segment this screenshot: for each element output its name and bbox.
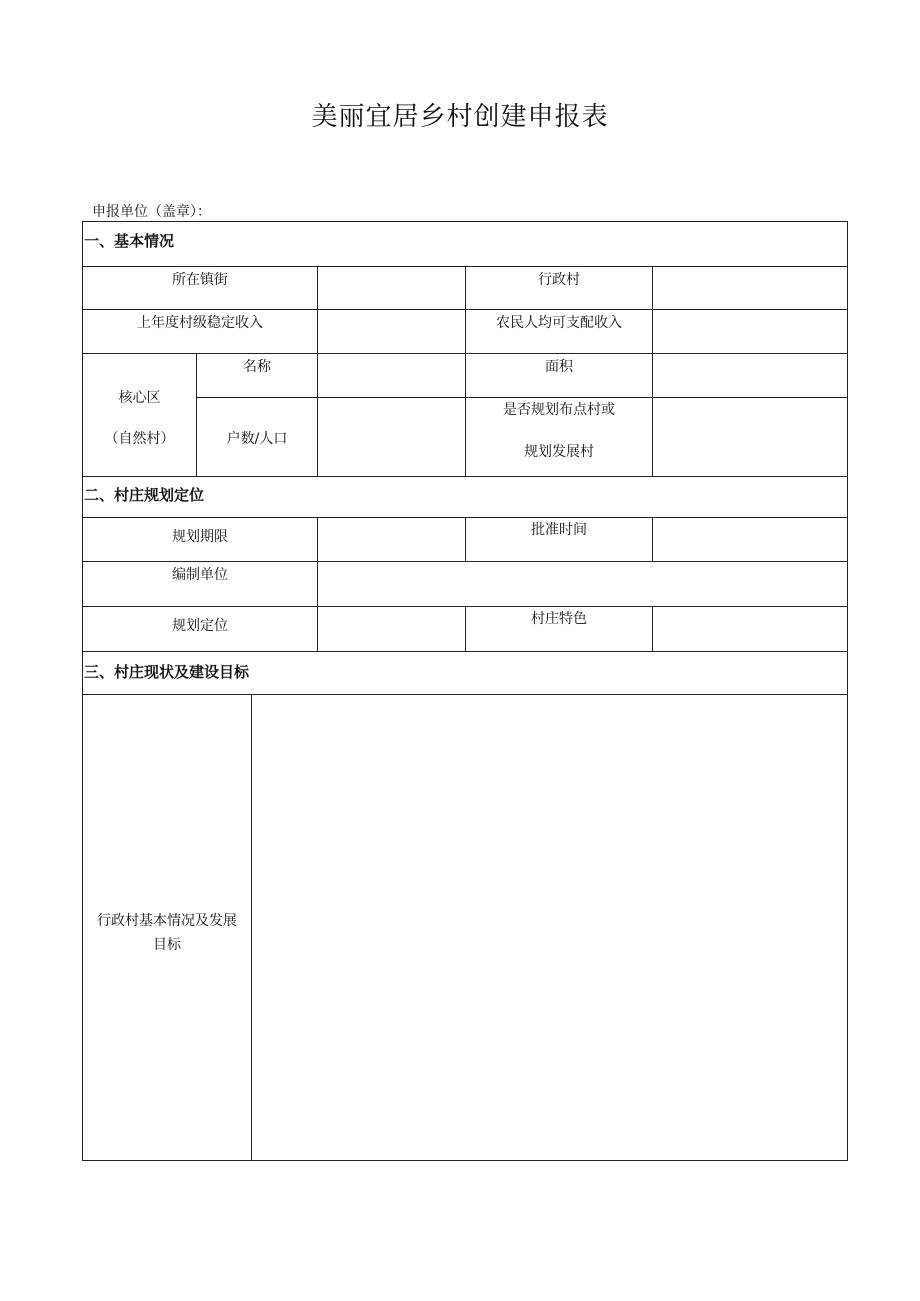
town-label: 所在镇街 (172, 272, 228, 288)
planned-village-sublabel: 规划发展村 (524, 444, 594, 460)
farmer-income-label: 农民人均可支配收入 (496, 315, 622, 331)
admin-village-value[interactable] (653, 267, 847, 309)
row-divider (82, 476, 848, 477)
table-border-right (847, 221, 848, 1161)
planned-village-value[interactable] (653, 398, 847, 476)
situation-value[interactable] (252, 695, 847, 1160)
planned-village-label: 是否规划布点村或 (503, 402, 615, 418)
table-border-bottom (82, 1160, 848, 1161)
feature-label: 村庄特色 (531, 611, 587, 627)
name-label: 名称 (243, 359, 271, 375)
admin-village-label: 行政村 (538, 272, 580, 288)
town-value[interactable] (318, 267, 465, 309)
period-label: 规划期限 (172, 529, 228, 545)
row-divider (82, 651, 848, 652)
area-label: 面积 (545, 359, 573, 375)
table-border-top (82, 221, 848, 222)
last-year-income-label: 上年度村级稳定收入 (137, 315, 263, 331)
name-value[interactable] (318, 354, 465, 397)
situation-label: 行政村基本情况及发展 (97, 913, 237, 929)
page-title: 美丽宜居乡村创建申报表 (311, 102, 609, 132)
period-value[interactable] (318, 518, 465, 561)
section-heading-basic: 一、基本情况 (84, 232, 175, 250)
approval-value[interactable] (653, 518, 847, 561)
core-area-label: 核心区 (118, 390, 161, 406)
compiler-value[interactable] (318, 562, 847, 606)
households-value[interactable] (318, 398, 465, 476)
area-value[interactable] (653, 354, 847, 397)
applicant-unit-label: 申报单位（盖章）： (92, 204, 211, 220)
positioning-value[interactable] (318, 607, 465, 651)
table-border-left (82, 221, 83, 1161)
feature-value[interactable] (653, 607, 847, 651)
situation-sublabel: 目标 (153, 937, 181, 953)
households-label: 户数/人口 (226, 431, 288, 447)
last-year-income-value[interactable] (318, 310, 465, 353)
approval-label: 批准时间 (531, 522, 587, 538)
farmer-income-value[interactable] (653, 310, 847, 353)
core-area-sublabel: （自然村） (104, 431, 175, 447)
positioning-label: 规划定位 (172, 618, 228, 634)
section-heading-status: 三、村庄现状及建设目标 (84, 663, 250, 681)
section-heading-planning: 二、村庄规划定位 (84, 486, 205, 504)
compiler-label: 编制单位 (172, 567, 228, 583)
